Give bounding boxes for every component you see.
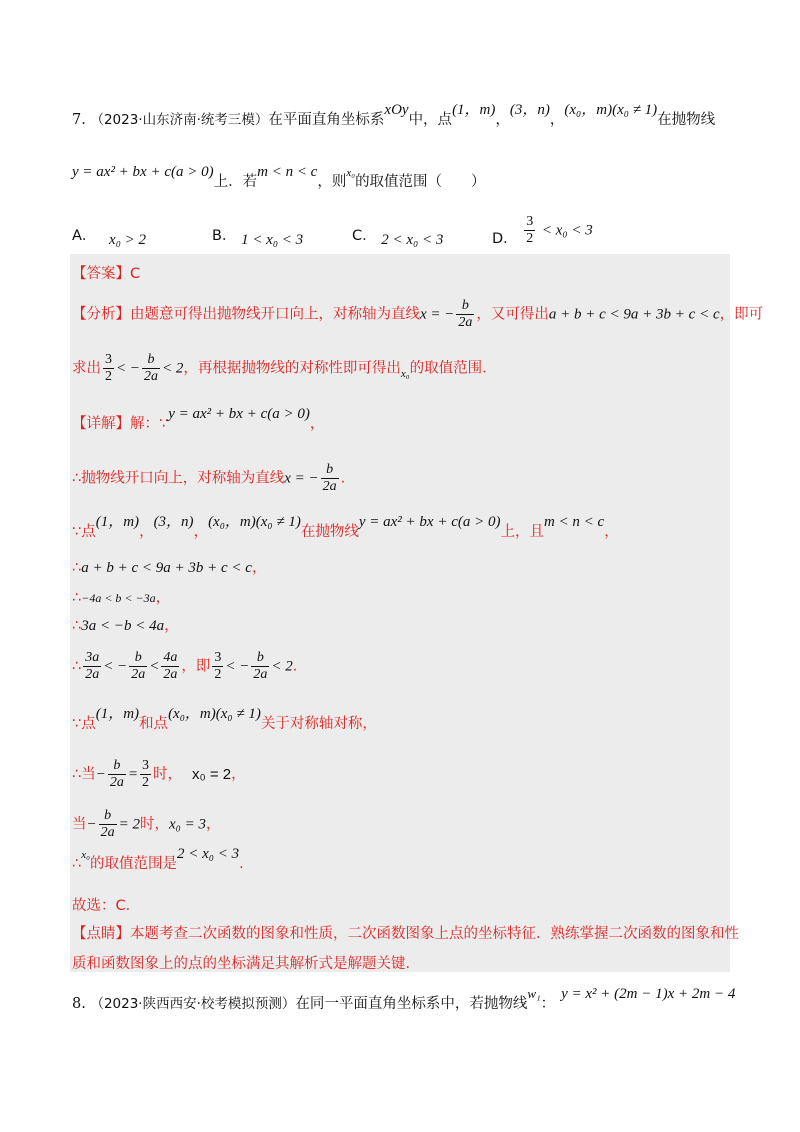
q7-stem-text: 的取值范围（ ） (355, 174, 486, 190)
operator: < − (225, 658, 250, 675)
denominator: 2a (100, 825, 115, 840)
comment-line2 (72, 952, 420, 973)
detail-text: ， (231, 766, 246, 783)
x0-symbol: x₀ (346, 167, 356, 179)
comment-text: 本题考查二次函数的图象和性质，二次函数图象上点的坐标特征．熟练掌握二次函数的图象和性 (130, 926, 739, 942)
denominator: 2a (253, 667, 268, 682)
minus-sign: − (95, 766, 106, 783)
detail-line2 (72, 462, 345, 495)
analysis-text: 求出 (72, 360, 101, 377)
detail-text: 故选：C． (72, 898, 141, 914)
comment-text: 质和函数图象上的点的坐标满足其解析式是解题关键． (72, 956, 420, 972)
comma: ， (193, 524, 209, 540)
fraction (456, 298, 474, 331)
fraction (108, 758, 126, 791)
denominator: 2a (85, 667, 100, 682)
q7-source: （2023·山东济南·统考三模） (90, 112, 269, 128)
numerator: 3a (85, 650, 100, 665)
numerator: b (321, 462, 339, 479)
detail-line10 (72, 808, 221, 841)
detail-choose (72, 894, 140, 915)
numerator: 3 (214, 650, 222, 665)
option-letter: B． (212, 228, 237, 244)
point-1m: (1，m) (95, 514, 140, 530)
operator: < (149, 658, 160, 675)
parabola-expr: y = ax² + bx + c(a > 0) (72, 164, 214, 180)
x0-symbol: x₀ (400, 367, 410, 380)
q8-stem (72, 986, 736, 1013)
detail-text: ， (309, 416, 325, 432)
option-expr: x₀ > 2 (109, 232, 147, 248)
operator: < 2 (162, 360, 184, 377)
therefore: ∴ (72, 658, 82, 675)
option-expr: 1 < x₀ < 3 (241, 232, 304, 248)
detail-text: 解：∵ (130, 416, 169, 432)
fraction (212, 650, 223, 683)
minus-sign: − (86, 816, 97, 833)
axis-expr: x = − (284, 470, 319, 487)
denominator: 2a (322, 479, 337, 494)
detail-text: 上，且 (500, 524, 544, 540)
option-a[interactable] (72, 224, 147, 248)
therefore: ∴ (72, 618, 82, 634)
detail-line8 (72, 706, 377, 733)
fraction (321, 462, 339, 495)
fraction (140, 758, 151, 791)
point-x0m: (x₀，m)(x₀ ≠ 1) (564, 102, 658, 118)
point-x0m: (x₀，m)(x₀ ≠ 1) (208, 514, 301, 530)
answer-label: 【答案】 (72, 266, 130, 282)
comma: ， (495, 112, 510, 128)
numerator: b (99, 808, 117, 825)
numerator: 3 (105, 352, 112, 367)
detail-label: 【详解】 (72, 416, 130, 432)
x0-symbol: x₀ (81, 849, 90, 861)
detail-line1 (72, 406, 325, 433)
denominator: 2a (131, 667, 146, 682)
option-expr: 2 < x₀ < 3 (381, 232, 444, 248)
detail-text: 时， (140, 816, 169, 833)
numerator: b (108, 758, 126, 775)
numerator: 3 (141, 758, 149, 773)
detail-line6 (72, 614, 179, 635)
denominator: 2 (141, 775, 149, 790)
detail-text: ，即 (181, 658, 211, 675)
detail-line4 (72, 556, 266, 577)
analysis-line1 (72, 298, 763, 331)
detail-text: ∴当 (72, 766, 96, 783)
denominator: 2 (105, 369, 112, 384)
range-expr: 2 < x₀ < 3 (176, 846, 240, 862)
q8-number: 8. (72, 996, 86, 1012)
q7-stem-line1 (72, 102, 716, 129)
point-1m: (1，m) (452, 102, 496, 118)
detail-line11 (72, 846, 244, 873)
q7-stem-line2 (72, 164, 486, 191)
numerator: b (456, 298, 474, 315)
option-letter: C． (352, 228, 377, 244)
fraction (524, 214, 535, 247)
detail-line5 (72, 586, 170, 607)
inequality-expr: a + b + c < 9a + 3b + c < c (81, 560, 252, 576)
option-d[interactable] (492, 214, 593, 247)
fraction (161, 650, 179, 683)
inequality-expr: a + b + c < 9a + 3b + c < c (548, 306, 720, 323)
detail-text: . (292, 658, 298, 675)
therefore: ∴ (72, 590, 82, 606)
comment-line1 (72, 922, 739, 943)
q8-parabola-expr: y = x² + (2m − 1)x + 2m − 4 (561, 986, 736, 1002)
detail-text: . (340, 470, 346, 487)
detail-text: ， (251, 560, 267, 576)
detail-text: 关于对称轴对称， (260, 716, 377, 732)
fraction (103, 352, 114, 385)
numerator: b (142, 352, 160, 369)
option-c[interactable] (352, 224, 444, 248)
detail-line7 (72, 650, 297, 683)
detail-text: ， (604, 524, 619, 540)
q7-stem-text: 在抛物线 (657, 112, 716, 128)
detail-text: 和点 (139, 716, 169, 732)
comma: ， (549, 112, 565, 128)
analysis-text: 的取值范围． (409, 360, 497, 377)
condition-expr: m < n < c (257, 164, 318, 180)
detail-text: ∵点 (72, 524, 96, 540)
analysis-label: 【分析】 (72, 306, 130, 323)
detail-text: ， (206, 816, 221, 833)
numerator: b (129, 650, 147, 667)
q7-number: 7. (72, 112, 86, 128)
x0-equals-2: x₀ = 2 (191, 765, 232, 783)
xoy-symbol: xOy (384, 102, 409, 118)
comma: ， (139, 524, 154, 540)
point-1m: (1，m) (95, 706, 140, 722)
fraction (251, 650, 269, 683)
q7-stem-text: ，则 (317, 174, 347, 190)
q7-stem-text: 上．若 (213, 174, 258, 190)
analysis-line2 (72, 352, 497, 385)
inequality-expr: −4a < b < −3a (81, 591, 156, 605)
denominator: 2 (526, 231, 534, 246)
detail-text: 时， (152, 766, 182, 783)
operator: < − (103, 658, 128, 675)
denominator: 2a (458, 315, 473, 330)
w1-symbol: w₁ (527, 986, 541, 1001)
operator: = 2 (118, 816, 140, 833)
q7-stem-text: 在平面直角坐标系 (268, 112, 385, 128)
denominator: 2a (144, 369, 158, 384)
point-3n: (3，n) (509, 102, 550, 118)
detail-text: 在抛物线 (300, 524, 359, 540)
numerator: 4a (163, 650, 178, 665)
operator: < 2 (271, 658, 293, 675)
operator: < − (116, 360, 140, 377)
analysis-text: ，即可 (719, 306, 764, 323)
detail-text: ， (164, 618, 179, 634)
numerator: b (251, 650, 269, 667)
therefore: ∴ (72, 560, 82, 576)
axis-expr: x = − (420, 306, 455, 323)
detail-line9 (72, 758, 246, 791)
parabola-expr: y = ax² + bx + c(a > 0) (168, 406, 310, 422)
detail-line3 (72, 514, 619, 541)
detail-text: 的取值范围是 (89, 856, 177, 872)
answer-value: C (130, 266, 141, 282)
fraction (129, 650, 147, 683)
denominator: 2 (214, 667, 222, 682)
denominator: 2a (109, 775, 124, 790)
detail-text: ∵点 (72, 716, 96, 732)
analysis-text: 由题意可得出抛物线开口向上，对称轴为直线 (130, 306, 420, 323)
point-3n: (3，n) (153, 514, 194, 530)
analysis-text: ，再根据抛物线的对称性即可得出 (183, 360, 401, 377)
detail-text: ， (155, 590, 171, 606)
colon: ： (540, 996, 556, 1012)
q8-source: （2023·陕西西安·校考模拟预测） (90, 996, 296, 1012)
fraction (83, 650, 101, 683)
parabola-expr: y = ax² + bx + c(a > 0) (358, 514, 501, 530)
q8-text: 在同一平面直角坐标系中，若抛物线 (295, 996, 528, 1012)
x0-equals-3: x₀ = 3 (169, 816, 206, 833)
fraction (99, 808, 117, 841)
denominator: 2a (163, 667, 178, 682)
analysis-text: ，又可得出 (476, 306, 549, 323)
point-x0m: (x₀，m)(x₀ ≠ 1) (168, 706, 261, 722)
numerator: 3 (526, 214, 534, 229)
option-expr: < x₀ < 3 (541, 222, 593, 239)
operator: = (127, 766, 138, 783)
comment-label: 【点睛】 (72, 926, 130, 942)
detail-text: ∴抛物线开口向上，对称轴为直线 (72, 470, 285, 487)
option-b[interactable] (212, 224, 304, 248)
answer-line (72, 262, 140, 283)
q7-stem-text: 中，点 (408, 112, 453, 128)
detail-text: . (239, 856, 244, 872)
inequality-expr: 3a < −b < 4a (81, 618, 165, 634)
option-letter: D． (492, 230, 518, 247)
detail-text: 当 (72, 816, 87, 833)
condition-expr: m < n < c (543, 514, 605, 530)
fraction (142, 352, 160, 385)
therefore: ∴ (72, 856, 82, 872)
option-letter: A． (72, 228, 97, 244)
